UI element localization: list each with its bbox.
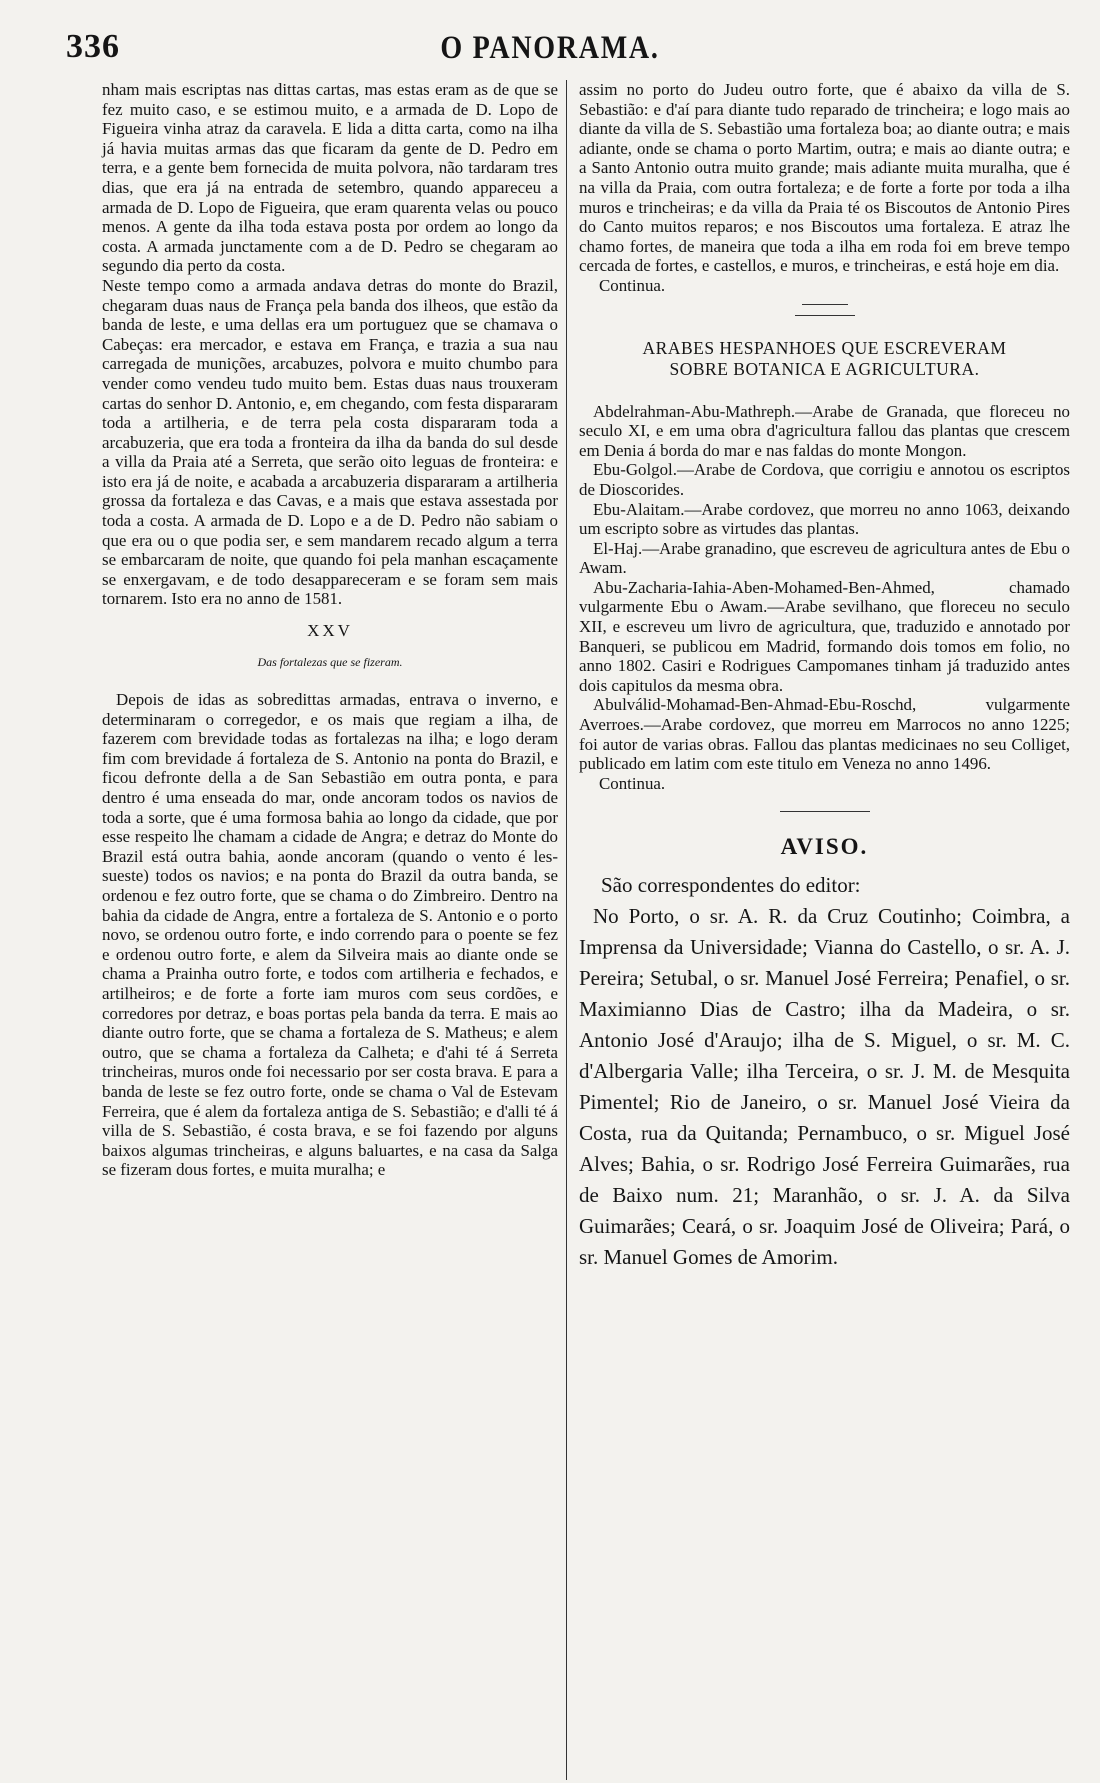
continua-label: Continua. bbox=[599, 773, 666, 793]
divider bbox=[802, 304, 848, 305]
botanist-entry: El-Haj.—Arabe granadino, que escreveu de agricultura antes de Ebu o Awam. bbox=[579, 538, 1070, 578]
botanist-entry: Abdelrahman-Abu-Mathreph.—Arabe de Granada, que floreceu no seculo XI, e em uma obra d'agricultura fallou das plantas que crescem em Denia á borda do mar e nas faldas do monte Mongon. bbox=[579, 401, 1070, 460]
section-number: XXV bbox=[307, 621, 353, 641]
botanist-entry: Ebu-Alaitam.—Arabe cordovez, que morreu no anno 1063, deixando um escripto sobre as virtudes das plantas. bbox=[579, 499, 1070, 539]
divider bbox=[795, 315, 855, 316]
botanist-entry: Abu-Zacharia-Iahia-Aben-Mohamed-Ben-Ahmed, chamado vulgarmente Ebu o Awam.—Arabe sevilhano, que floreceu no seculo XII, e escreveu um livro de agricultura, que, traduzido e annotado por Banqueri, se publicou em Madrid, formando dois tomos em folio, no anno 1802. Casiri e Rodrigues Campomanes tinham já traduzido antes dois capitulos da mesma obra. bbox=[579, 577, 1070, 695]
article-title-line: SOBRE BOTANICA E AGRICULTURA. bbox=[669, 358, 980, 379]
botanist-entry: Abulválid-Mohamad-Ben-Ahmad-Ebu-Roschd, vulgarmente Averroes.—Arabe cordovez, que morreu em Marrocos no anno 1225; foi autor de varias obras. Fallou das plantas medicinaes no seu Colliget, publicado em latim com este titulo em Veneza no anno 1496. bbox=[579, 695, 1070, 774]
paragraph: nham mais escriptas nas dittas cartas, mas estas eram as de que se fez muito caso, e se estimou muito, e a armada de D. Lopo de Figueira vinha atraz da caravela. E lida a ditta carta, como na ilha já havia muitas armas das que ficaram da gente de D. Pedro em terra, e a gente bem fornecida de muita polvora, não tardaram tres dias, que era já na entrada de setembro, quando appareceu a armada de D. Lopo de Figueira, que eram quarenta velas ou pouco menos. A gente da ilha toda estava posta por ordem ao longo da costa. A armada junctamente com a de D. Pedro se chegaram ao segundo dia perto da costa. bbox=[102, 80, 558, 276]
text-columns bbox=[26, 80, 1074, 1780]
divider bbox=[780, 811, 870, 812]
section-title: Das fortalezas que se fizeram. bbox=[257, 655, 403, 670]
notice-body: No Porto, o sr. A. R. da Cruz Coutinho; Coimbra, a Imprensa da Universidade; Vianna do Castello, o sr. A. J. Pereira; Setubal, o sr. Manuel José Ferreira; Penafiel, o sr. Maximianno Dias de Castro; ilha da Madeira, o sr. Antonio José d'Araujo; ilha de S. Miguel, o sr. M. C. d'Albergaria Valle; ilha Terceira, o sr. J. M. de Mesquita Pimentel; Rio de Janeiro, o sr. Manuel José Vieira da Costa, rua da Quitanda; Pernambuco, o sr. Miguel José Alves; Bahia, o sr. Rodrigo José Ferreira Guimarães, rua de Baixo num. 21; Maranhão, o sr. J. A. da Silva Guimarães; Ceará, o sr. Joaquim José de Oliveira; Pará, o sr. Manuel Gomes de Amorim. bbox=[579, 904, 1070, 1270]
paragraph: Neste tempo como a armada andava detras do monte do Brazil, chegaram duas naus de França pela banda dos ilheos, que estão da banda de leste, e uma dellas era um portuguez que se chamava o Cabeças: era mercador, e estava em França, e trazia a sua nau carregada de munições, arcabuzes, polvora e muito chumbo para vender como vendeu tudo muito bem. Estas duas naus trouxeram cartas do senhor D. Antonio, e, em chegando, com festa dispararam toda a artilheria, e de terra pela costa dispararam toda a arcabuzeria, que era toda a fronteira da ilha da banda do sul desde a villa da Praia até a Serreta, que serão oito leguas de fronteira: e isto era já de noite, e acabada a arcabuzeria dispararam a artilheria grossa da fortaleza e das Cavas, e a mais que estava assestada por toda a costa. A armada de D. Lopo e a de D. Pedro não sabiam o que era ou o que podia ser, e sem mandarem recado algum a terra se embarcaram de noite, que quando foi pela manhan escaçamente se enxergavam, e de todo desappareceram e se foram sem mais tornarem. Isto era no anno de 1581. bbox=[102, 275, 558, 609]
article-title bbox=[579, 338, 1070, 380]
journal-title: O PANORAMA. bbox=[440, 30, 660, 66]
continua-label: Continua. bbox=[599, 275, 666, 295]
page-number: 336 bbox=[66, 28, 120, 65]
notice-title: AVISO. bbox=[780, 834, 869, 860]
paragraph: Depois de idas as sobredittas armadas, entrava o inverno, e determinaram o corregedor, e os mais que regiam a ilha, de fazerem com brevidade todas as fortalezas na ilha; e logo deram fim com brevidade á fortaleza de S. Antonio na ponta do Brazil, e ficou defronte della a de San Sebastião em outra ponta, e para dentro é uma enseada do mar, onde ancoram todos os navios de toda a sorte, que é uma formosa bahia ao longo da cidade, que por esse respeito lhe chamam a cidade de Angra; e detraz do Monte do Brazil está outra bahia, aonde ancoram (quando o vento é les-sueste) todos os navios; e na ponta do Brazil da outra banda, se ordenou e fez outro forte, que se chama o do Zimbreiro. Dentro na bahia da cidade de Angra, entre a fortaleza de S. Antonio e o porto novo, se ordenou outro forte, e indo correndo para o poente se fez e ordenou outro forte, e alem da Silveira mais ao diante onde se chama a Prainha outro forte, e todos com artilheria e fechados, e artilheiros; e de forte a forte iam muros com seus cordões, e corredores por detraz, e boas portas pela banda da terra. E mais ao diante outro forte, que se chama a fortaleza de S. Matheus; e alem outro, que se chama a fortaleza da Calheta; e d'ahi té á Serreta trincheiras, muros onde foi necessario por ser costa brava. E para a banda de leste se fez outro forte, onde se chama o Val de Estevam Ferreira, que é alem da fortaleza antiga de S. Sebastião; e d'alli té á villa de S. Sebastião, é costa brava, e se foi fazendo por alguns baixos algumas trincheiras, e alguns baluartes, e na casa da Salga se fizeram dous fortes, e muita muralha; e bbox=[102, 690, 558, 1180]
right-column bbox=[566, 80, 1074, 1780]
page-header bbox=[26, 18, 1074, 80]
article-title-line: ARABES HESPANHOES QUE ESCREVERAM bbox=[642, 337, 1007, 358]
botanist-entry: Ebu-Golgol.—Arabe de Cordova, que corrigiu e annotou os escriptos de Dioscorides. bbox=[579, 460, 1070, 499]
left-column bbox=[26, 80, 566, 1780]
notice-lead: São correspondentes do editor: bbox=[601, 873, 861, 898]
paragraph: assim no porto do Judeu outro forte, que é abaixo da villa de S. Sebastião: e d'aí para diante tudo reparado de trincheira; e logo mais ao diante da villa de S. Sebastião uma fortaleza boa; ao diante outra; e mais adiante, onde se chama o porto Martim, outra; e mais ao diante outra; e a Santo Antonio outra muito grande; mais adiante muita muralha, que é na villa da Praia, com outra fortaleza; e de forte a forte por toda a ilha muros e trincheiras; e da villa da Praia té os Biscoutos de Antonio Pires do Canto muitos reparos; e nos Biscoutos uma fortaleza. E atraz lhe chamo fortes, de maneira que toda a ilha em roda foi em breve tempo cercada de fortes, e castellos, e muros, e trincheiras, e está hoje em dia. bbox=[579, 80, 1070, 276]
notice-section bbox=[579, 834, 1070, 1273]
